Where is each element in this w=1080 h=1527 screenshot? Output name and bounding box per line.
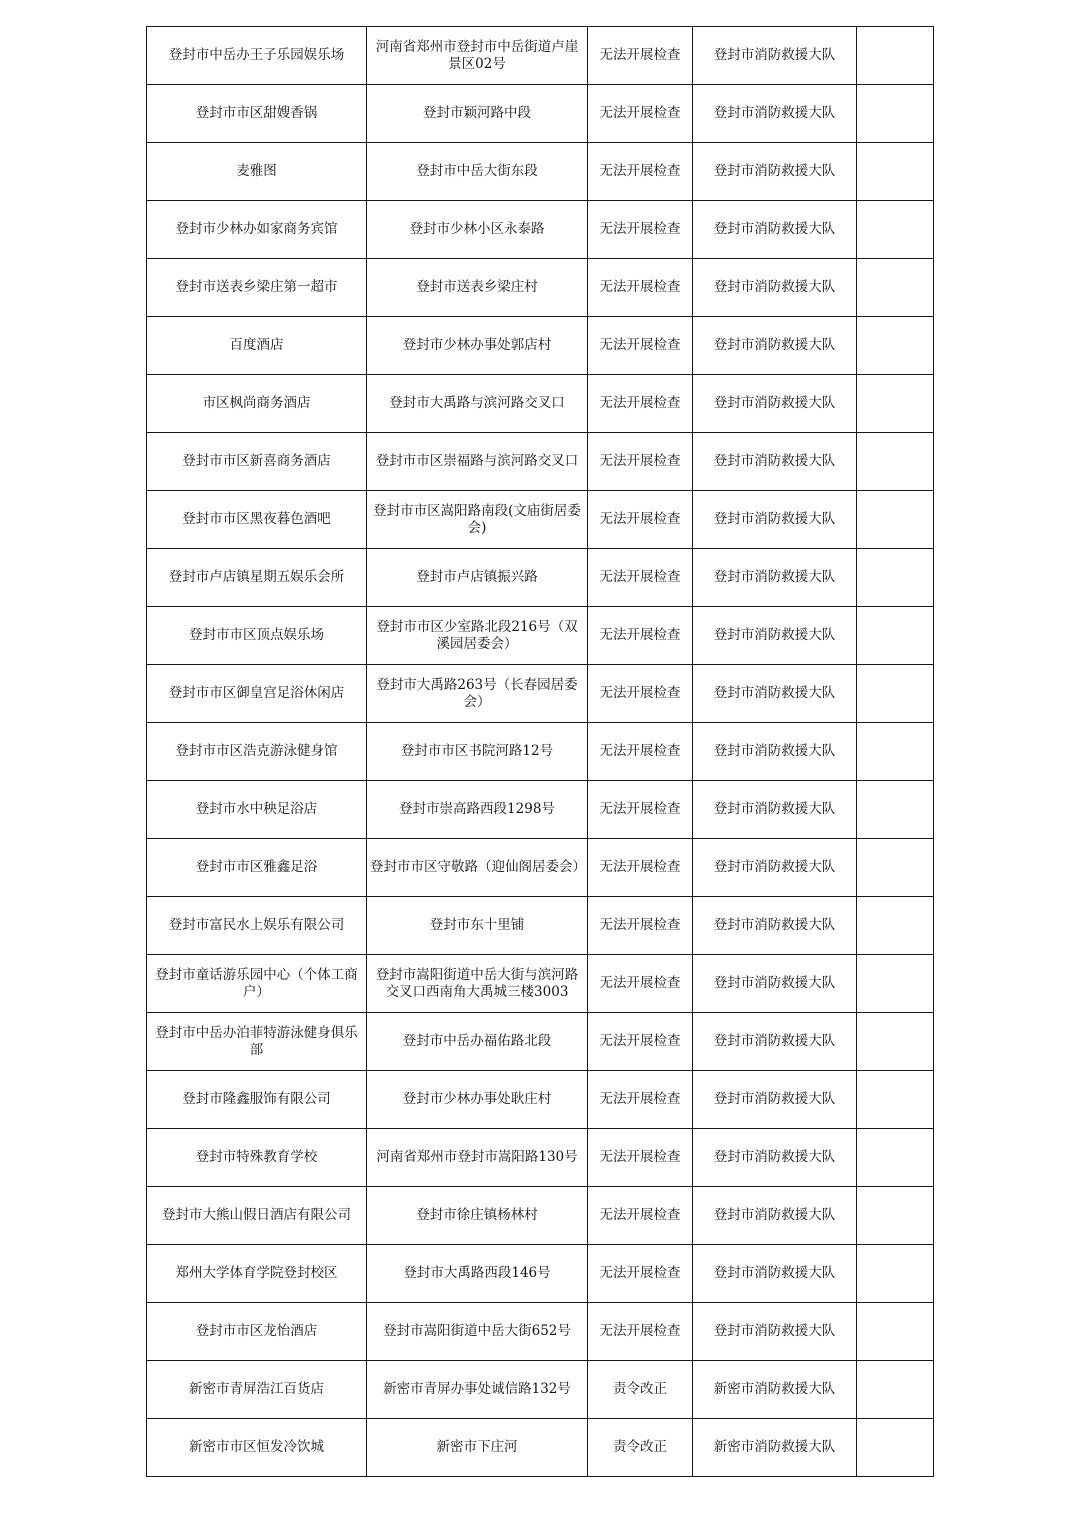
table-row — [147, 1013, 934, 1071]
address-cell: 登封市颖河路中段 — [367, 85, 588, 143]
remark-cell — [857, 27, 934, 85]
table-row — [147, 317, 934, 375]
venue-name-cell: 登封市市区顶点娱乐场 — [147, 607, 367, 665]
inspection-result-cell: 无法开展检查 — [588, 85, 693, 143]
address-cell: 登封市市区守敬路（迎仙阁居委会） — [367, 839, 588, 897]
venue-name-cell: 登封市富民水上娱乐有限公司 — [147, 897, 367, 955]
address-cell: 登封市大禹路西段146号 — [367, 1245, 588, 1303]
remark-cell — [857, 201, 934, 259]
address-cell: 河南省郑州市登封市中岳街道卢崖景区02号 — [367, 27, 588, 85]
table-body — [147, 27, 934, 1477]
responsible-unit-cell: 登封市消防救援大队 — [693, 549, 857, 607]
inspection-result-cell: 无法开展检查 — [588, 839, 693, 897]
responsible-unit-cell: 登封市消防救援大队 — [693, 1187, 857, 1245]
inspection-result-cell: 无法开展检查 — [588, 897, 693, 955]
address-cell: 登封市市区崇福路与滨河路交叉口 — [367, 433, 588, 491]
responsible-unit-cell: 登封市消防救援大队 — [693, 897, 857, 955]
table-row — [147, 1303, 934, 1361]
responsible-unit-cell: 登封市消防救援大队 — [693, 955, 857, 1013]
address-cell: 登封市东十里铺 — [367, 897, 588, 955]
table-row — [147, 259, 934, 317]
table-row — [147, 375, 934, 433]
table-row — [147, 201, 934, 259]
venue-name-cell: 登封市特殊教育学校 — [147, 1129, 367, 1187]
remark-cell — [857, 1129, 934, 1187]
venue-name-cell: 百度酒店 — [147, 317, 367, 375]
address-cell: 登封市卢店镇振兴路 — [367, 549, 588, 607]
address-cell: 登封市市区少室路北段216号（双溪园居委会） — [367, 607, 588, 665]
inspection-result-cell: 无法开展检查 — [588, 143, 693, 201]
responsible-unit-cell: 登封市消防救援大队 — [693, 143, 857, 201]
table-row — [147, 955, 934, 1013]
responsible-unit-cell: 登封市消防救援大队 — [693, 259, 857, 317]
remark-cell — [857, 259, 934, 317]
responsible-unit-cell: 新密市消防救援大队 — [693, 1419, 857, 1477]
responsible-unit-cell: 登封市消防救援大队 — [693, 491, 857, 549]
address-cell: 新密市青屏办事处诚信路132号 — [367, 1361, 588, 1419]
remark-cell — [857, 143, 934, 201]
address-cell: 登封市市区嵩阳路南段(文庙街居委会) — [367, 491, 588, 549]
responsible-unit-cell: 登封市消防救援大队 — [693, 839, 857, 897]
table-row — [147, 433, 934, 491]
table-row — [147, 1245, 934, 1303]
remark-cell — [857, 375, 934, 433]
inspection-result-cell: 无法开展检查 — [588, 1129, 693, 1187]
responsible-unit-cell: 登封市消防救援大队 — [693, 27, 857, 85]
table-row — [147, 143, 934, 201]
responsible-unit-cell: 登封市消防救援大队 — [693, 1245, 857, 1303]
address-cell: 河南省郑州市登封市嵩阳路130号 — [367, 1129, 588, 1187]
inspection-result-cell: 无法开展检查 — [588, 723, 693, 781]
remark-cell — [857, 317, 934, 375]
venue-name-cell: 登封市市区龙怡酒店 — [147, 1303, 367, 1361]
inspection-result-cell: 无法开展检查 — [588, 433, 693, 491]
address-cell: 登封市送表乡梁庄村 — [367, 259, 588, 317]
remark-cell — [857, 607, 934, 665]
venue-name-cell: 登封市少林办如家商务宾馆 — [147, 201, 367, 259]
table-row — [147, 723, 934, 781]
remark-cell — [857, 1187, 934, 1245]
inspection-result-cell: 无法开展检查 — [588, 1303, 693, 1361]
venue-name-cell: 登封市市区新喜商务酒店 — [147, 433, 367, 491]
remark-cell — [857, 723, 934, 781]
inspection-result-cell: 无法开展检查 — [588, 259, 693, 317]
remark-cell — [857, 839, 934, 897]
venue-name-cell: 新密市市区恒发冷饮城 — [147, 1419, 367, 1477]
venue-name-cell: 登封市中岳办王子乐园娱乐场 — [147, 27, 367, 85]
venue-name-cell: 登封市市区御皇宫足浴休闲店 — [147, 665, 367, 723]
remark-cell — [857, 85, 934, 143]
remark-cell — [857, 433, 934, 491]
inspection-result-cell: 责令改正 — [588, 1419, 693, 1477]
table-row — [147, 85, 934, 143]
remark-cell — [857, 1303, 934, 1361]
remark-cell — [857, 1419, 934, 1477]
table-row — [147, 781, 934, 839]
responsible-unit-cell: 登封市消防救援大队 — [693, 665, 857, 723]
venue-name-cell: 登封市市区雅鑫足浴 — [147, 839, 367, 897]
table-row — [147, 1071, 934, 1129]
remark-cell — [857, 1071, 934, 1129]
table-row — [147, 839, 934, 897]
venue-name-cell: 登封市隆鑫服饰有限公司 — [147, 1071, 367, 1129]
inspection-result-cell: 无法开展检查 — [588, 549, 693, 607]
remark-cell — [857, 549, 934, 607]
address-cell: 登封市市区书院河路12号 — [367, 723, 588, 781]
table-row — [147, 1187, 934, 1245]
table-row — [147, 549, 934, 607]
responsible-unit-cell: 登封市消防救援大队 — [693, 433, 857, 491]
remark-cell — [857, 665, 934, 723]
responsible-unit-cell: 登封市消防救援大队 — [693, 781, 857, 839]
table-row — [147, 665, 934, 723]
inspection-result-cell: 无法开展检查 — [588, 607, 693, 665]
responsible-unit-cell: 登封市消防救援大队 — [693, 607, 857, 665]
address-cell: 登封市少林办事处耿庄村 — [367, 1071, 588, 1129]
address-cell: 登封市大禹路263号（长春园居委会） — [367, 665, 588, 723]
address-cell: 登封市中岳办福佑路北段 — [367, 1013, 588, 1071]
responsible-unit-cell: 登封市消防救援大队 — [693, 375, 857, 433]
inspection-result-cell: 无法开展检查 — [588, 1013, 693, 1071]
inspection-result-cell: 无法开展检查 — [588, 375, 693, 433]
inspection-table — [146, 26, 934, 1477]
address-cell: 登封市嵩阳街道中岳大街652号 — [367, 1303, 588, 1361]
venue-name-cell: 市区枫尚商务酒店 — [147, 375, 367, 433]
table-row — [147, 1361, 934, 1419]
responsible-unit-cell: 登封市消防救援大队 — [693, 1129, 857, 1187]
inspection-result-cell: 无法开展检查 — [588, 1071, 693, 1129]
venue-name-cell: 登封市中岳办泊菲特游泳健身俱乐部 — [147, 1013, 367, 1071]
responsible-unit-cell: 登封市消防救援大队 — [693, 317, 857, 375]
responsible-unit-cell: 登封市消防救援大队 — [693, 85, 857, 143]
address-cell: 登封市中岳大街东段 — [367, 143, 588, 201]
venue-name-cell: 新密市青屏浩江百货店 — [147, 1361, 367, 1419]
address-cell: 登封市少林办事处郭店村 — [367, 317, 588, 375]
inspection-result-cell: 无法开展检查 — [588, 1187, 693, 1245]
table-row — [147, 1419, 934, 1477]
address-cell: 登封市崇高路西段1298号 — [367, 781, 588, 839]
inspection-result-cell: 无法开展检查 — [588, 27, 693, 85]
remark-cell — [857, 1361, 934, 1419]
inspection-result-cell: 无法开展检查 — [588, 491, 693, 549]
remark-cell — [857, 955, 934, 1013]
responsible-unit-cell: 登封市消防救援大队 — [693, 201, 857, 259]
table-row — [147, 27, 934, 85]
venue-name-cell: 麦雅图 — [147, 143, 367, 201]
responsible-unit-cell: 登封市消防救援大队 — [693, 1071, 857, 1129]
address-cell: 登封市嵩阳街道中岳大街与滨河路交叉口西南角大禹城三楼3003 — [367, 955, 588, 1013]
remark-cell — [857, 897, 934, 955]
remark-cell — [857, 1245, 934, 1303]
inspection-result-cell: 无法开展检查 — [588, 665, 693, 723]
venue-name-cell: 登封市卢店镇星期五娱乐会所 — [147, 549, 367, 607]
table-row — [147, 1129, 934, 1187]
table-row — [147, 607, 934, 665]
inspection-result-cell: 无法开展检查 — [588, 781, 693, 839]
venue-name-cell: 登封市送表乡梁庄第一超市 — [147, 259, 367, 317]
venue-name-cell: 郑州大学体育学院登封校区 — [147, 1245, 367, 1303]
remark-cell — [857, 491, 934, 549]
venue-name-cell: 登封市市区浩克游泳健身馆 — [147, 723, 367, 781]
venue-name-cell: 登封市水中秧足浴店 — [147, 781, 367, 839]
inspection-result-cell: 无法开展检查 — [588, 955, 693, 1013]
responsible-unit-cell: 登封市消防救援大队 — [693, 1013, 857, 1071]
venue-name-cell: 登封市大熊山假日酒店有限公司 — [147, 1187, 367, 1245]
address-cell: 登封市大禹路与滨河路交叉口 — [367, 375, 588, 433]
responsible-unit-cell: 登封市消防救援大队 — [693, 723, 857, 781]
responsible-unit-cell: 登封市消防救援大队 — [693, 1303, 857, 1361]
table-row — [147, 897, 934, 955]
venue-name-cell: 登封市市区甜嫂香锅 — [147, 85, 367, 143]
inspection-result-cell: 无法开展检查 — [588, 317, 693, 375]
inspection-result-cell: 无法开展检查 — [588, 201, 693, 259]
responsible-unit-cell: 新密市消防救援大队 — [693, 1361, 857, 1419]
remark-cell — [857, 781, 934, 839]
inspection-result-cell: 无法开展检查 — [588, 1245, 693, 1303]
inspection-result-cell: 责令改正 — [588, 1361, 693, 1419]
venue-name-cell: 登封市市区黑夜暮色酒吧 — [147, 491, 367, 549]
venue-name-cell: 登封市童话游乐园中心（个体工商户） — [147, 955, 367, 1013]
remark-cell — [857, 1013, 934, 1071]
address-cell: 登封市徐庄镇杨林村 — [367, 1187, 588, 1245]
address-cell: 登封市少林小区永泰路 — [367, 201, 588, 259]
table-row — [147, 491, 934, 549]
address-cell: 新密市下庄河 — [367, 1419, 588, 1477]
